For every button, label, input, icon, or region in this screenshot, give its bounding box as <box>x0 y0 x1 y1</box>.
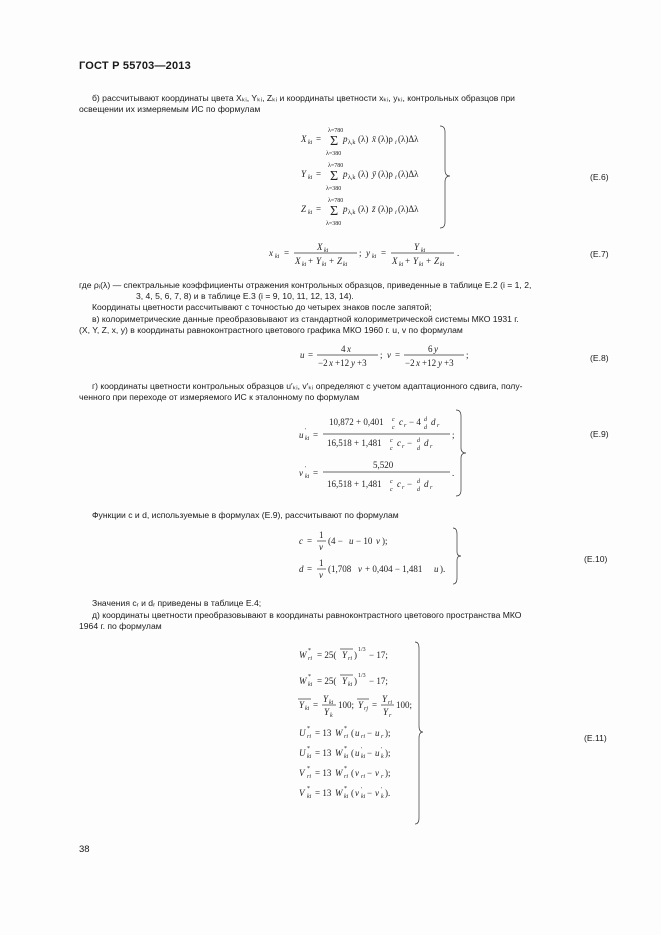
svg-text:ki: ki <box>348 682 353 688</box>
svg-text:ri: ri <box>388 700 393 706</box>
svg-text:= 13: = 13 <box>315 768 332 778</box>
svg-text:=: = <box>313 468 319 478</box>
svg-text:−2: −2 <box>405 358 415 368</box>
svg-text:v: v <box>355 788 359 798</box>
svg-text:).: ). <box>385 788 391 798</box>
svg-text:c: c <box>392 425 395 431</box>
svg-text:u: u <box>355 728 360 738</box>
svg-text:ki: ki <box>343 262 348 268</box>
svg-text:′: ′ <box>381 747 383 753</box>
svg-text:=: = <box>307 564 313 574</box>
svg-text:Σ: Σ <box>330 134 339 149</box>
svg-text:λ,k: λ,k <box>348 210 356 216</box>
svg-text:y: y <box>366 248 370 258</box>
svg-text:−: − <box>367 728 373 738</box>
svg-text:−: − <box>407 479 413 489</box>
svg-text:−: − <box>367 748 373 758</box>
svg-text:u: u <box>375 728 380 738</box>
svg-text:=: = <box>316 134 322 144</box>
svg-text:ki: ki <box>322 262 327 268</box>
svg-text:λ,k: λ,k <box>348 175 356 181</box>
svg-text:=: = <box>395 350 401 360</box>
svg-text:);: ); <box>385 748 391 758</box>
svg-text:y: y <box>434 344 438 354</box>
svg-text:ki: ki <box>302 262 307 268</box>
svg-text:5,520: 5,520 <box>373 460 394 470</box>
svg-text:v: v <box>358 564 362 574</box>
svg-text:Y: Y <box>413 256 419 266</box>
formula-e8 <box>296 342 476 377</box>
svg-text:Y: Y <box>382 694 388 704</box>
svg-text:x: x <box>416 358 420 368</box>
svg-text:+: + <box>426 256 432 266</box>
svg-text:(λ): (λ) <box>358 204 369 214</box>
svg-text:+12: +12 <box>422 358 437 368</box>
svg-text:Y: Y <box>383 707 389 717</box>
svg-text:u: u <box>300 350 305 360</box>
svg-text:Y: Y <box>414 242 420 252</box>
svg-text:k: k <box>381 754 384 760</box>
svg-text:+12: +12 <box>335 358 350 368</box>
svg-text:X: X <box>392 256 398 266</box>
svg-text:p: p <box>343 134 348 144</box>
svg-text:(λ)Δλ: (λ)Δλ <box>398 169 419 179</box>
svg-text:ri: ri <box>361 774 366 780</box>
svg-text:(: ( <box>351 728 354 738</box>
svg-text:r: r <box>381 734 384 740</box>
svg-text:= 25(: = 25( <box>317 650 337 660</box>
svg-text:r: r <box>402 485 405 491</box>
svg-text:*: * <box>307 786 310 792</box>
svg-text:′: ′ <box>305 428 307 434</box>
svg-text:(: ( <box>351 748 354 758</box>
svg-text:u: u <box>349 536 354 546</box>
svg-text:ri: ri <box>344 734 349 740</box>
para-d-line1: д) координаты цветности преобразовывают в координаты равноконтрастного цветового пространства МКО <box>92 610 522 620</box>
formula-e7 <box>265 240 465 275</box>
svg-text:+3: +3 <box>444 358 454 368</box>
svg-text:ki: ki <box>308 175 313 181</box>
eq-number-e9: (Е.9) <box>590 429 609 439</box>
svg-text:u: u <box>355 748 360 758</box>
svg-text:(: ( <box>351 768 354 778</box>
svg-text:*: * <box>344 786 347 792</box>
svg-text:−: − <box>367 788 373 798</box>
svg-text:.: . <box>452 468 455 478</box>
svg-text:− 17;: − 17; <box>369 650 388 660</box>
svg-text:d: d <box>424 479 429 489</box>
svg-text:x: x <box>329 358 333 368</box>
svg-text:ri: ri <box>308 656 313 662</box>
svg-text:ki: ki <box>324 248 329 254</box>
svg-text:c: c <box>390 438 393 444</box>
svg-text:=: = <box>316 169 322 179</box>
svg-text:c: c <box>399 417 403 427</box>
svg-text:r: r <box>381 774 384 780</box>
svg-text:v: v <box>375 768 379 778</box>
svg-text:λ=380: λ=380 <box>326 151 342 157</box>
svg-text:c: c <box>397 438 401 448</box>
values-text: Значения cᵣ и dᵣ приведены в таблице Е.4; <box>92 598 262 608</box>
svg-text:*: * <box>344 746 347 752</box>
svg-text:(λ): (λ) <box>358 134 369 144</box>
formula-e11 <box>295 638 435 833</box>
svg-text:= 13: = 13 <box>315 728 332 738</box>
svg-text:y: y <box>351 358 355 368</box>
svg-text:v: v <box>319 542 323 552</box>
svg-text:+ 0,404 − 1,481: + 0,404 − 1,481 <box>365 564 423 574</box>
svg-text:W: W <box>299 676 307 686</box>
svg-text:Y: Y <box>342 650 348 660</box>
svg-text:d: d <box>424 438 429 448</box>
para-v-line2: (X, Y, Z, x, y) в координаты равноконтрастного цветового графика МКО 1960 г. u, v по формулам <box>79 325 463 335</box>
svg-text:rj: rj <box>364 706 369 712</box>
svg-text:(4 −: (4 − <box>328 536 343 546</box>
svg-text:(λ)Δλ: (λ)Δλ <box>398 134 419 144</box>
para-b-line2: освещении их измеряемым ИС по формулам <box>79 104 261 114</box>
svg-text:ki: ki <box>305 706 310 712</box>
svg-text:ki: ki <box>307 794 312 800</box>
svg-text:Y: Y <box>358 700 364 710</box>
svg-text:ri: ri <box>348 656 353 662</box>
svg-text:Y: Y <box>301 169 307 179</box>
svg-text:k: k <box>330 713 333 719</box>
svg-text:1: 1 <box>319 558 324 568</box>
svg-text:− 17;: − 17; <box>369 676 388 686</box>
svg-text:*: * <box>308 674 311 680</box>
svg-text:v: v <box>376 536 380 546</box>
svg-text:*: * <box>307 726 310 732</box>
svg-text:λ=780: λ=780 <box>328 198 344 204</box>
svg-text:ki: ki <box>372 254 377 260</box>
svg-text:+: + <box>308 256 314 266</box>
svg-text:λ=780: λ=780 <box>328 128 344 134</box>
svg-text:Z: Z <box>301 204 307 214</box>
svg-text:): ) <box>354 650 357 660</box>
svg-text:c: c <box>397 479 401 489</box>
para-d-line2: 1964 г. по формулам <box>79 621 162 631</box>
svg-text:Y: Y <box>316 256 322 266</box>
svg-text:d: d <box>299 564 304 574</box>
svg-text:.: . <box>457 248 460 258</box>
svg-text:r: r <box>389 713 392 719</box>
svg-text:r: r <box>430 485 433 491</box>
where-line1: где ρᵢ(λ) — спектральные коэффициенты отражения контрольных образцов, приведенные в таблице Е.2 (i = 1, 2, <box>79 280 532 290</box>
svg-text:z̄: z̄ <box>372 204 376 214</box>
svg-text:100;: 100; <box>396 700 413 710</box>
svg-text:ki: ki <box>275 254 280 260</box>
formula-e10 <box>295 526 465 591</box>
svg-text:*: * <box>344 766 347 772</box>
svg-text:ki: ki <box>399 262 404 268</box>
svg-text:x: x <box>347 344 351 354</box>
svg-text:W: W <box>299 650 307 660</box>
svg-text:ȳ: ȳ <box>372 169 376 179</box>
para-b-line1: б) рассчитывают координаты цвета Xₖᵢ, Yₖᵢ, Zₖᵢ и координаты цветности xₖᵢ, yₖᵢ, контрольных образцов при <box>92 93 515 103</box>
svg-text:′: ′ <box>361 747 363 753</box>
para-g-line2: ченного при переходе от измеряемого ИС к эталонному по формулам <box>79 392 360 402</box>
svg-text:v: v <box>387 350 391 360</box>
svg-text:λ=380: λ=380 <box>326 221 342 227</box>
svg-text:d: d <box>417 479 420 485</box>
svg-text:(λ): (λ) <box>358 169 369 179</box>
svg-text:;: ; <box>466 350 469 360</box>
svg-text:(: ( <box>351 788 354 798</box>
svg-text:100;: 100; <box>338 700 355 710</box>
svg-text:ki: ki <box>329 700 334 706</box>
svg-text:V: V <box>299 768 305 778</box>
svg-text:d: d <box>417 438 420 444</box>
svg-text:ki: ki <box>305 436 310 442</box>
svg-text:λ=380: λ=380 <box>326 186 342 192</box>
svg-text:ki: ki <box>308 210 313 216</box>
svg-text:′: ′ <box>305 466 307 472</box>
svg-text:− 4: − 4 <box>409 417 421 427</box>
svg-text:r: r <box>404 423 407 429</box>
svg-text:ki: ki <box>344 794 349 800</box>
svg-text:W: W <box>335 768 343 778</box>
svg-text:);: ); <box>385 728 391 738</box>
svg-text:r: r <box>437 423 440 429</box>
svg-text:ki: ki <box>419 262 424 268</box>
eq-number-e6: (Е.6) <box>590 172 609 182</box>
eq-number-e10: (Е.10) <box>584 554 608 564</box>
svg-text:−: − <box>367 768 373 778</box>
svg-text:=: = <box>372 700 378 710</box>
svg-text:ki: ki <box>308 140 313 146</box>
svg-text:y: y <box>438 358 442 368</box>
svg-text:=: = <box>381 248 387 258</box>
svg-text:U: U <box>299 728 306 738</box>
svg-text:(λ)Δλ: (λ)Δλ <box>398 204 419 214</box>
where-line2: 3, 4, 5, 6, 7, 8) и в таблице Е.3 (i = 9, 10, 11, 12, 13, 14). <box>136 291 354 301</box>
svg-text:(λ)ρ: (λ)ρ <box>378 134 393 144</box>
svg-text:16,518 + 1,481: 16,518 + 1,481 <box>327 438 382 448</box>
svg-text:=: = <box>313 430 319 440</box>
svg-text:c: c <box>392 417 395 423</box>
svg-text:ki: ki <box>421 248 426 254</box>
svg-text:X: X <box>301 134 307 144</box>
svg-text:Z: Z <box>337 256 343 266</box>
svg-text:λ,k: λ,k <box>348 140 356 146</box>
svg-text:V: V <box>299 788 305 798</box>
svg-text:′: ′ <box>381 787 383 793</box>
svg-text:=: = <box>307 536 313 546</box>
svg-text:u: u <box>299 430 304 440</box>
svg-text:4: 4 <box>341 344 346 354</box>
svg-text:*: * <box>308 648 311 654</box>
svg-text:c: c <box>390 479 393 485</box>
svg-text:).: ). <box>440 564 446 574</box>
svg-text:ri: ri <box>307 774 312 780</box>
svg-text:ki: ki <box>440 262 445 268</box>
svg-text:ki: ki <box>307 754 312 760</box>
document-header: ГОСТ Р 55703—2013 <box>79 60 191 72</box>
page-number: 38 <box>79 844 90 855</box>
svg-text:6: 6 <box>428 344 433 354</box>
svg-text:=: = <box>308 350 314 360</box>
svg-text:ri: ri <box>361 734 366 740</box>
svg-text:c: c <box>390 487 393 493</box>
svg-text:Σ: Σ <box>330 169 339 184</box>
svg-text:v: v <box>355 768 359 778</box>
where-line3: Координаты цветности рассчитывают с точностью до четырех знаков после запятой; <box>92 302 432 312</box>
eq-number-e11: (Е.11) <box>584 733 607 743</box>
svg-text:i: i <box>395 140 397 146</box>
svg-text:r: r <box>402 444 405 450</box>
svg-text:p: p <box>343 169 348 179</box>
svg-text:=: = <box>316 204 322 214</box>
svg-text:Y: Y <box>342 676 348 686</box>
svg-text:v: v <box>319 570 323 580</box>
svg-text:′: ′ <box>361 787 363 793</box>
svg-text:v: v <box>375 788 379 798</box>
svg-text:+: + <box>329 256 335 266</box>
svg-text:Y: Y <box>323 694 329 704</box>
svg-text:c: c <box>299 536 303 546</box>
svg-text:+3: +3 <box>357 358 367 368</box>
svg-text:X: X <box>317 242 323 252</box>
svg-text:d: d <box>424 417 427 423</box>
svg-text:1: 1 <box>319 530 324 540</box>
svg-text:(λ)ρ: (λ)ρ <box>378 169 393 179</box>
svg-text:U: U <box>299 748 306 758</box>
svg-text:i: i <box>395 175 397 181</box>
svg-text:r: r <box>430 444 433 450</box>
svg-text:+: + <box>405 256 411 266</box>
svg-text:10,872 + 0,401: 10,872 + 0,401 <box>329 417 384 427</box>
svg-text:Σ: Σ <box>330 204 339 219</box>
svg-text:X: X <box>295 256 301 266</box>
svg-text:c: c <box>390 446 393 452</box>
svg-text:(1,708: (1,708 <box>328 564 352 574</box>
svg-text:u: u <box>375 748 380 758</box>
svg-text:W: W <box>335 748 343 758</box>
svg-text:=: = <box>313 700 319 710</box>
svg-text:d: d <box>417 446 420 452</box>
svg-text:= 13: = 13 <box>315 788 332 798</box>
svg-text:−2: −2 <box>318 358 328 368</box>
para-v-line1: в) колориметрические данные преобразовывают из стандартной колориметрической системы МКО 1931 г. <box>92 314 519 324</box>
svg-text:p: p <box>343 204 348 214</box>
functions-text: Функции c и d, используемые в формулах (Е.9), рассчитывают по формулам <box>92 510 399 520</box>
formula-e6 <box>295 124 455 241</box>
svg-text:Y: Y <box>299 700 305 710</box>
formula-e9 <box>295 408 470 503</box>
svg-text:λ=780: λ=780 <box>328 163 344 169</box>
svg-text:1/3: 1/3 <box>358 673 366 679</box>
svg-text:ki: ki <box>361 754 366 760</box>
svg-text:W: W <box>335 788 343 798</box>
svg-text:;: ; <box>380 350 383 360</box>
svg-text:16,518 + 1,481: 16,518 + 1,481 <box>327 479 382 489</box>
svg-text:u: u <box>434 564 439 574</box>
svg-text:=: = <box>284 248 290 258</box>
svg-text:*: * <box>307 746 310 752</box>
eq-number-e8: (Е.8) <box>590 353 609 363</box>
svg-text:− 10: − 10 <box>356 536 373 546</box>
para-g-line1: г) координаты цветности контрольных образцов u′ₖᵢ, v′ₖᵢ определяют с учетом адаптационного сдвига, полу- <box>92 381 523 391</box>
svg-text:ki: ki <box>305 474 310 480</box>
svg-text:ri: ri <box>344 774 349 780</box>
svg-text:−: − <box>407 438 413 448</box>
svg-text:i: i <box>395 210 397 216</box>
svg-text:k: k <box>381 794 384 800</box>
svg-text:*: * <box>307 766 310 772</box>
svg-text:x̄: x̄ <box>372 134 376 144</box>
svg-text:ri: ri <box>307 734 312 740</box>
svg-text:ki: ki <box>344 754 349 760</box>
svg-text:;: ; <box>359 248 362 258</box>
svg-text:);: ); <box>382 536 388 546</box>
svg-text:ki: ki <box>308 682 313 688</box>
eq-number-e7: (Е.7) <box>590 249 609 259</box>
svg-text:): ) <box>354 676 357 686</box>
svg-text:Z: Z <box>434 256 440 266</box>
svg-text:= 13: = 13 <box>315 748 332 758</box>
svg-text:x: x <box>269 248 273 258</box>
svg-text:d: d <box>417 487 420 493</box>
svg-text:1/3: 1/3 <box>358 647 366 653</box>
svg-text:= 25(: = 25( <box>317 676 337 686</box>
svg-text:d: d <box>424 425 427 431</box>
svg-text:d: d <box>431 417 436 427</box>
svg-text:W: W <box>335 728 343 738</box>
svg-text:*: * <box>344 726 347 732</box>
svg-text:Y: Y <box>324 707 330 717</box>
svg-text:(λ)ρ: (λ)ρ <box>378 204 393 214</box>
svg-text:);: ); <box>385 768 391 778</box>
svg-text:ki: ki <box>361 794 366 800</box>
svg-text:;: ; <box>452 430 455 440</box>
svg-text:v: v <box>299 468 303 478</box>
